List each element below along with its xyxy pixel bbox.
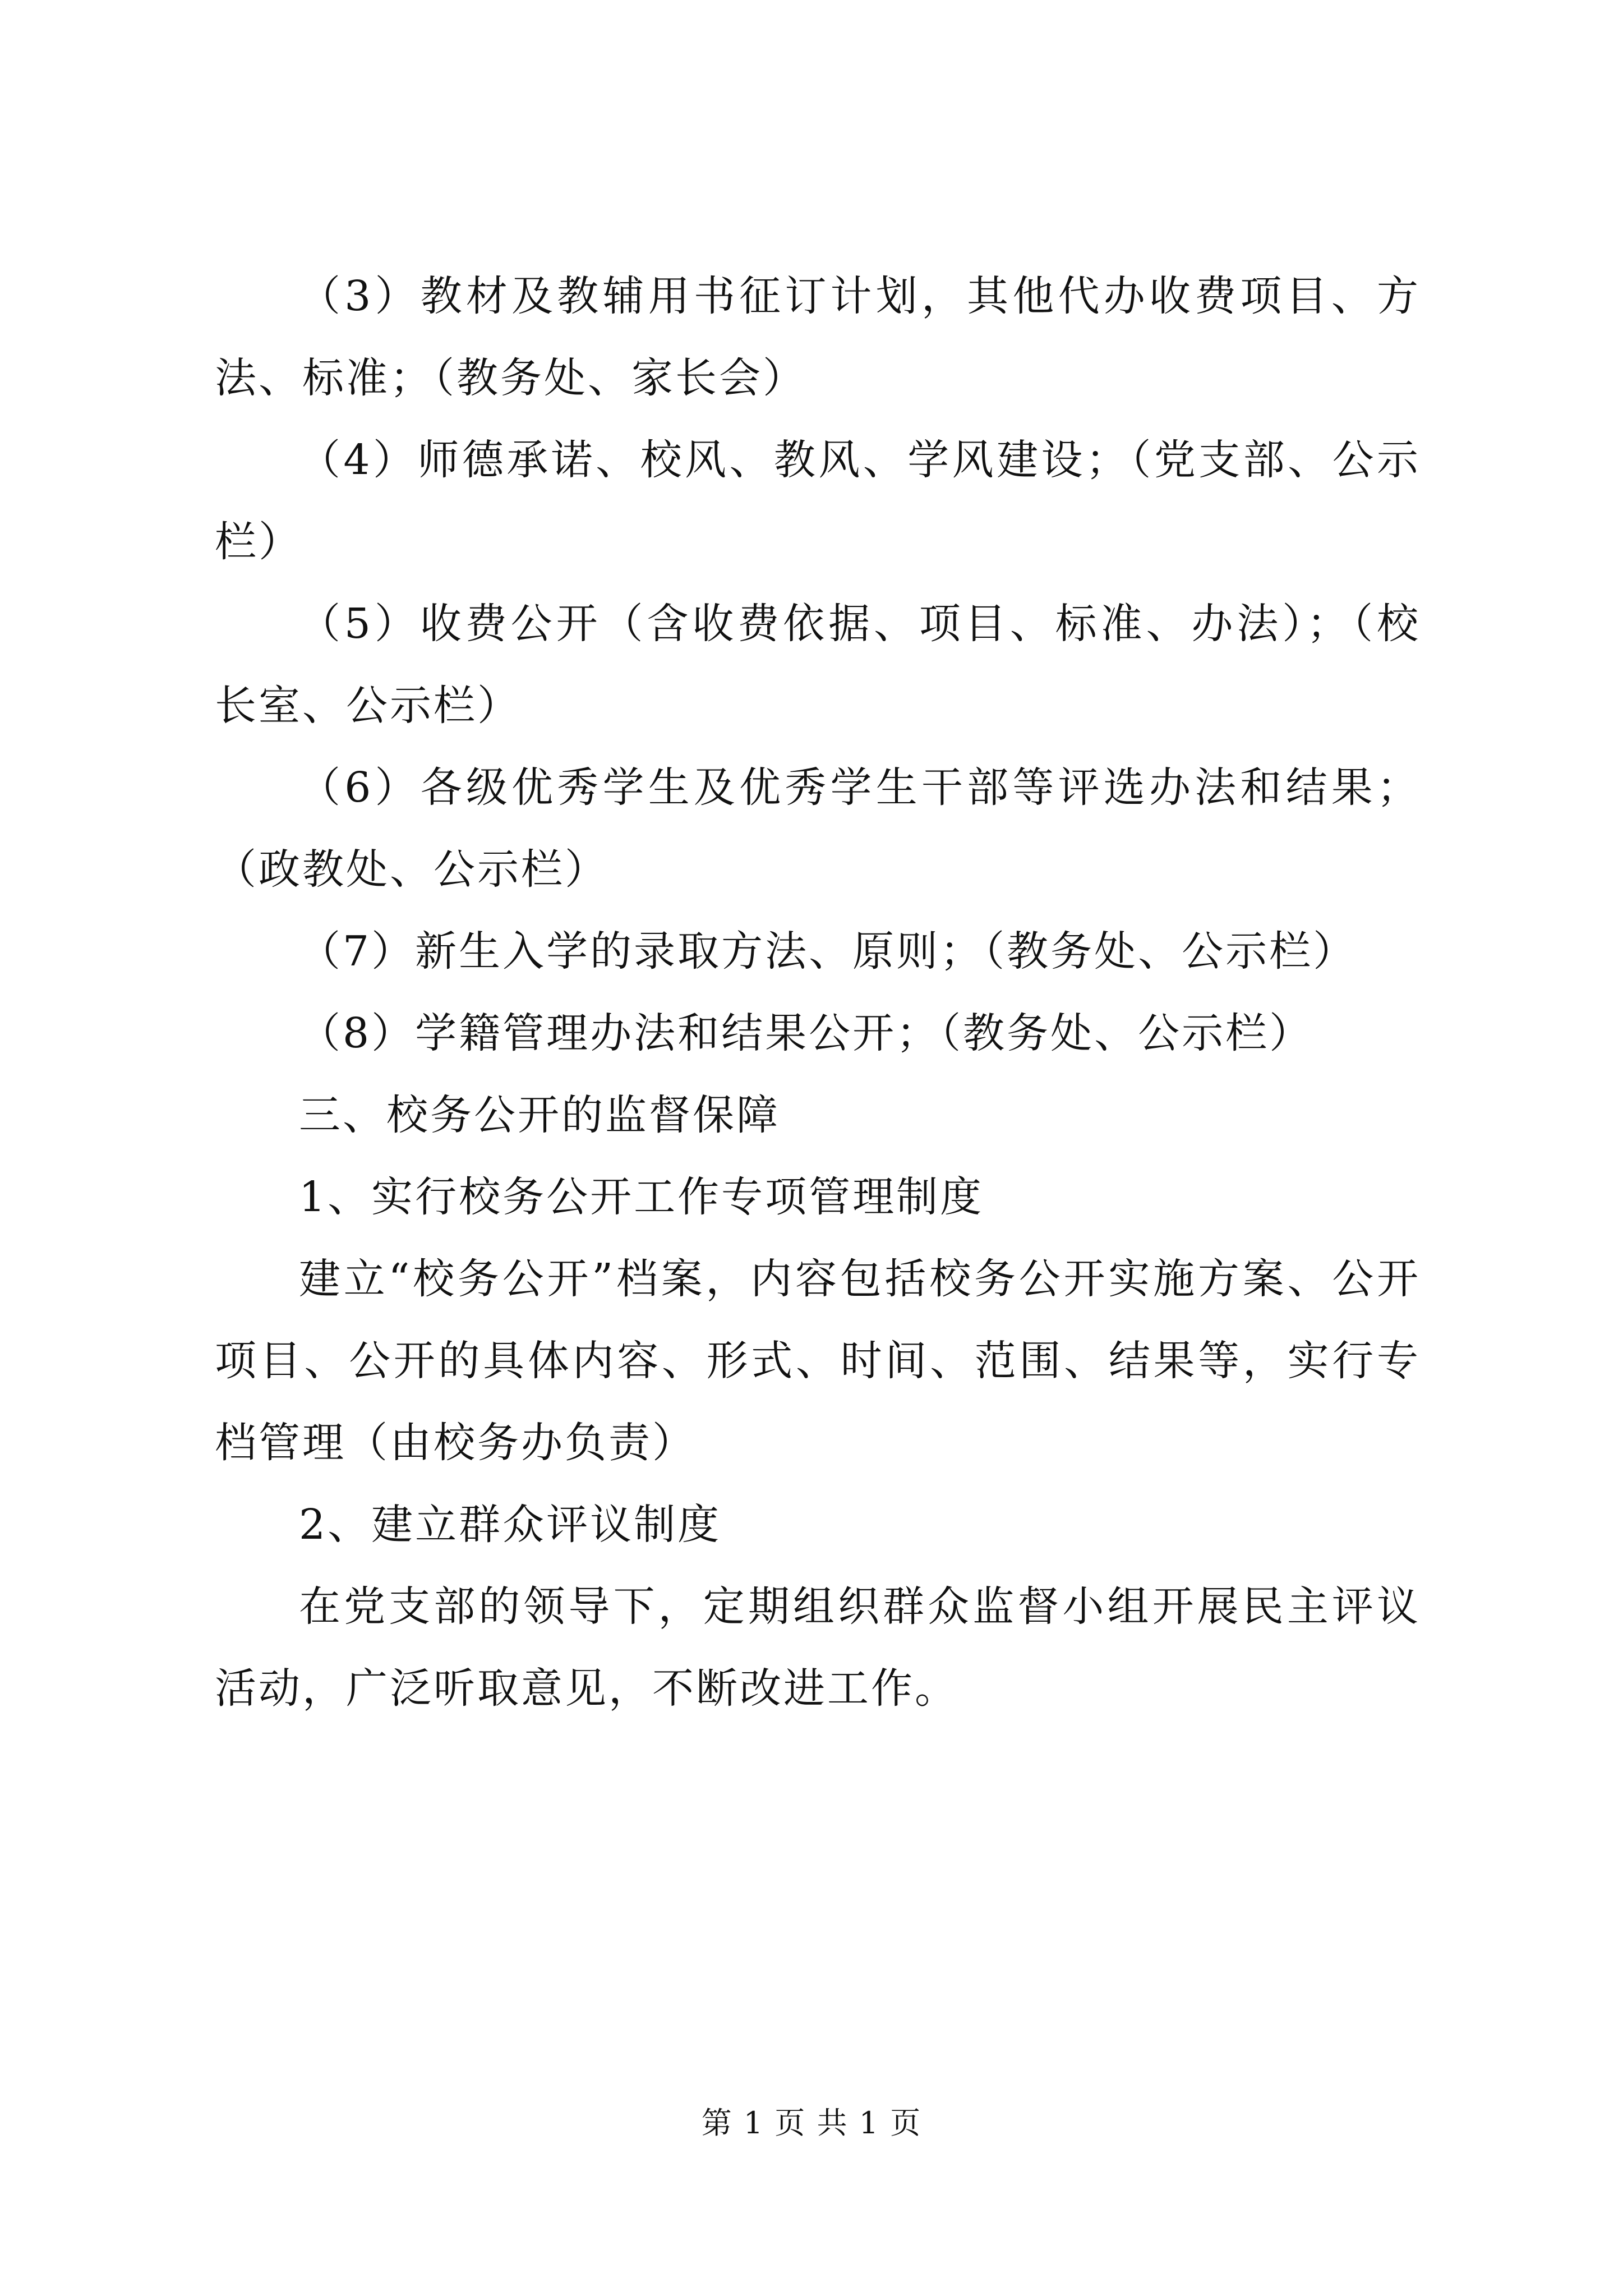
- section-heading-supervision: 三、校务公开的监督保障: [299, 1091, 780, 1139]
- paragraph-evaluation: 在党支部的领导下，定期组织群众监督小组开展民主评议活动，广泛听取意见，不断改进工作。: [215, 1582, 1421, 1713]
- paragraph-item-3: （3）教材及教辅用书征订计划，其他代办收费项目、方法、标准；（教务处、家长会）: [215, 272, 1421, 402]
- paragraph-archive: 建立“校务公开”档案，内容包括校务公开实施方案、公开项目、公开的具体内容、形式、时间、范围、结果等，实行专档管理（由校务办负责）: [215, 1255, 1421, 1467]
- page-footer: 第 1 页 共 1 页: [701, 2105, 922, 2141]
- paragraph-item-7: （7）新生入学的录取方法、原则；（教务处、公示栏）: [299, 927, 1357, 976]
- paragraph-item-5: （5）收费公开（含收费依据、项目、标准、办法）；（校长室、公示栏）: [215, 600, 1421, 730]
- paragraph-item-6: （6）各级优秀学生及优秀学生干部等评选办法和结果；（政教处、公示栏）: [215, 763, 1421, 894]
- subheading-management-system: 1、实行校务公开工作专项管理制度: [299, 1173, 984, 1221]
- paragraph-item-4: （4）师德承诺、校风、教风、学风建设；（党支部、公示栏）: [215, 436, 1421, 566]
- subheading-evaluation-system: 2、建立群众评议制度: [299, 1501, 722, 1549]
- paragraph-item-8: （8）学籍管理办法和结果公开；（教务处、公示栏）: [299, 1009, 1313, 1057]
- document-body: [215, 255, 1421, 1729]
